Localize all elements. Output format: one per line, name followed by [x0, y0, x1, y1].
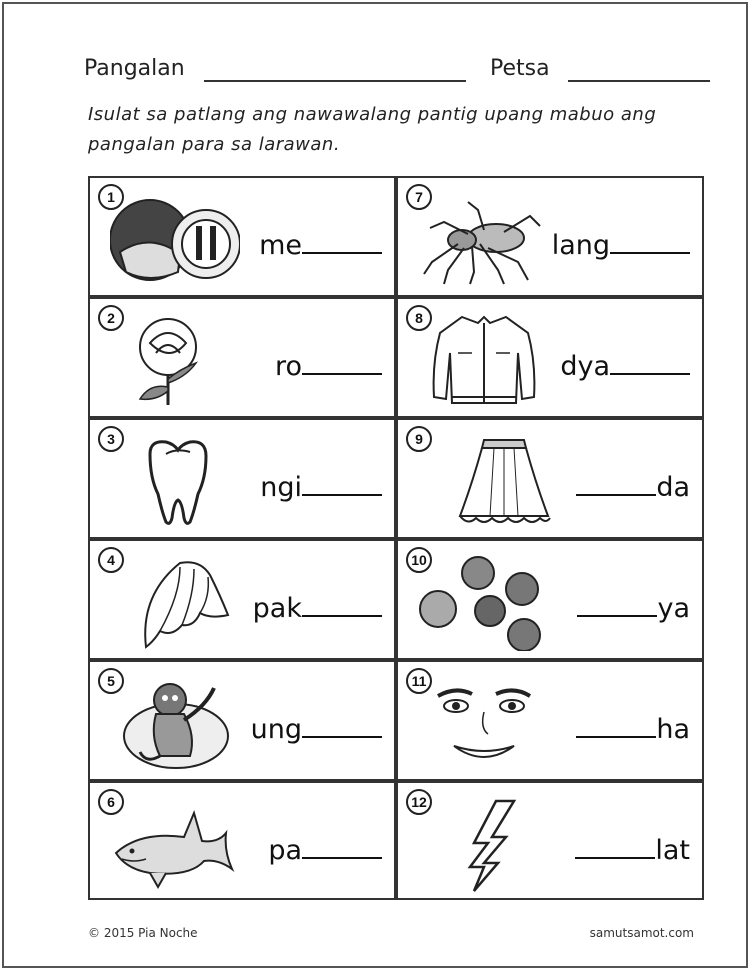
- answer-blank[interactable]: [302, 226, 382, 254]
- jacket-icon: [418, 313, 548, 409]
- item-number: 9: [406, 426, 432, 452]
- answer-blank[interactable]: [576, 468, 656, 496]
- syllable-word: pa: [268, 831, 382, 866]
- monkey-icon: [110, 676, 240, 772]
- date-line[interactable]: [568, 80, 710, 82]
- syllable-word: ngi: [260, 468, 382, 503]
- exercise-item-7: [396, 176, 704, 297]
- exercise-item-8: [396, 297, 704, 418]
- item-number: 12: [406, 789, 432, 815]
- answer-blank[interactable]: [576, 710, 656, 738]
- item-number: 6: [98, 789, 124, 815]
- exercise-item-5: [88, 660, 396, 781]
- answer-blank[interactable]: [577, 589, 657, 617]
- worksheet: [2, 2, 748, 968]
- exercise-item-12: [396, 781, 704, 900]
- syllable-word: dya: [560, 347, 690, 382]
- syllable-word: lat: [575, 831, 690, 866]
- syllable-word: pak: [253, 589, 382, 624]
- item-number: 11: [406, 668, 432, 694]
- syllable-word: me: [259, 226, 382, 261]
- name-label: Pangalan: [84, 56, 185, 81]
- skirt-icon: [438, 434, 568, 530]
- copyright-text: © 2015 Pia Noche: [88, 926, 198, 940]
- exercise-item-2: [88, 297, 396, 418]
- wing-icon: [110, 555, 240, 651]
- name-line[interactable]: [204, 80, 466, 82]
- answer-blank[interactable]: [610, 347, 690, 375]
- syllable-word: lang: [552, 226, 690, 261]
- answer-blank[interactable]: [302, 589, 382, 617]
- lightning-icon: [418, 797, 548, 893]
- exercise-item-3: [88, 418, 396, 539]
- exercise-item-9: [396, 418, 704, 539]
- syllable-word: ro: [275, 347, 382, 382]
- rose-icon: [110, 313, 240, 409]
- exercise-grid: [88, 176, 704, 866]
- face-icon: [418, 676, 548, 772]
- syllable-word: ha: [576, 710, 690, 745]
- answer-blank[interactable]: [575, 831, 655, 859]
- answer-blank[interactable]: [610, 226, 690, 254]
- item-number: 7: [406, 184, 432, 210]
- item-number: 4: [98, 547, 124, 573]
- item-number: 10: [406, 547, 432, 573]
- syllable-word: ung: [251, 710, 382, 745]
- coins-icon: [418, 555, 548, 651]
- syllable-word: da: [576, 468, 690, 503]
- exercise-item-4: [88, 539, 396, 660]
- shark-icon: [110, 797, 240, 893]
- spider-icon: [418, 192, 548, 288]
- item-number: 1: [98, 184, 124, 210]
- site-text: samutsamot.com: [589, 926, 694, 940]
- coconut-icon: [110, 192, 240, 288]
- exercise-item-10: [396, 539, 704, 660]
- syllable-word: ya: [577, 589, 690, 624]
- exercise-item-6: [88, 781, 396, 900]
- answer-blank[interactable]: [302, 347, 382, 375]
- item-number: 5: [98, 668, 124, 694]
- instruction-text: Isulat sa patlang ang nawawalang pantig upang mabuo ang pangalan para sa larawan.: [88, 104, 657, 155]
- exercise-item-11: [396, 660, 704, 781]
- answer-blank[interactable]: [302, 468, 382, 496]
- answer-blank[interactable]: [302, 831, 382, 859]
- exercise-item-1: [88, 176, 396, 297]
- tooth-icon: [110, 434, 240, 530]
- item-number: 3: [98, 426, 124, 452]
- item-number: 2: [98, 305, 124, 331]
- item-number: 8: [406, 305, 432, 331]
- date-label: Petsa: [490, 56, 550, 81]
- answer-blank[interactable]: [302, 710, 382, 738]
